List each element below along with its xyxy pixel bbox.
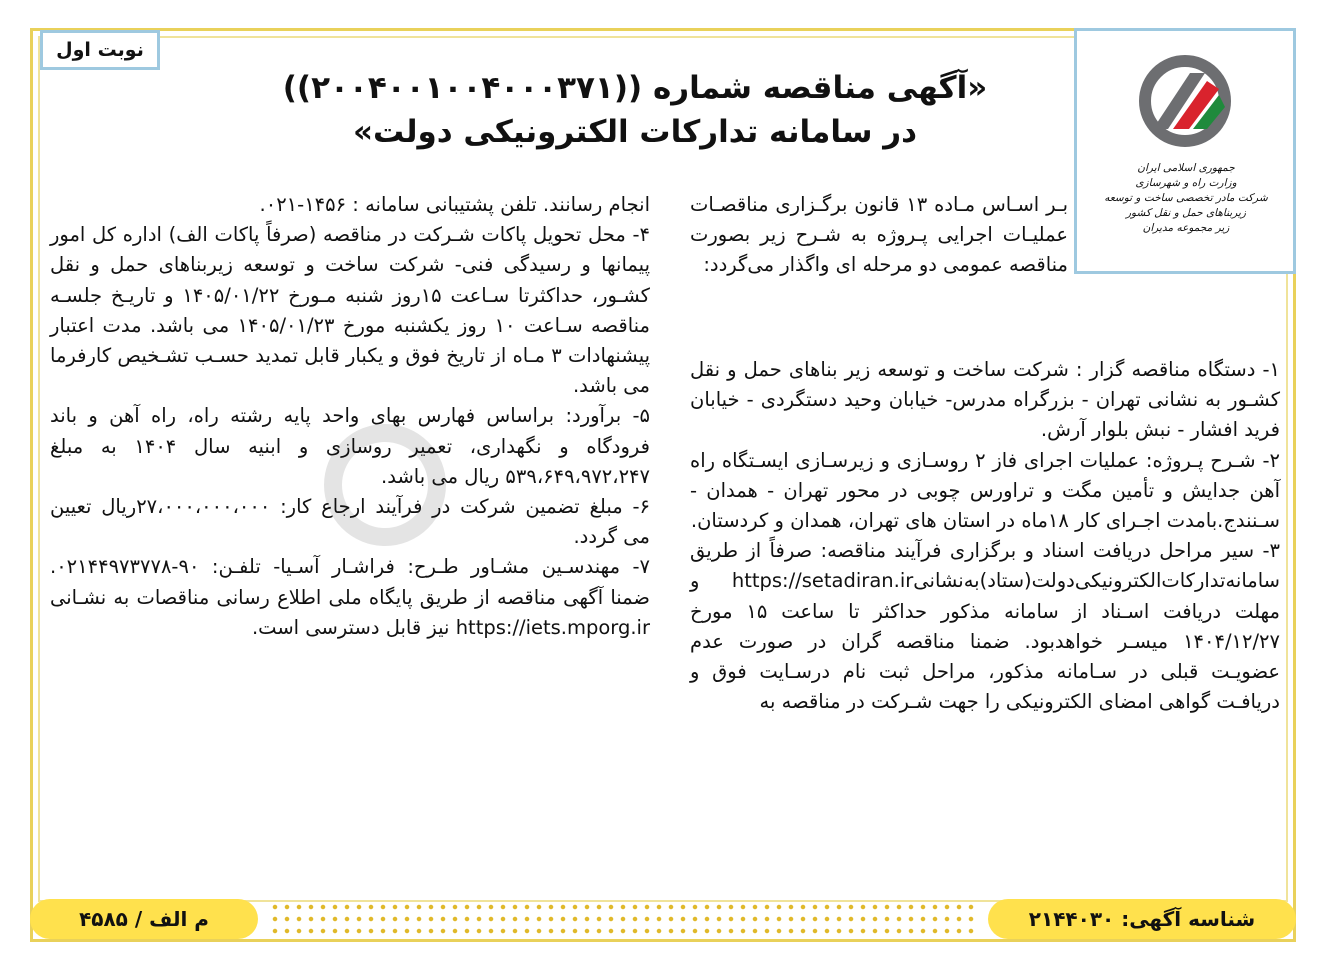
item-3-continued: انجام رسانند. تلفن پشتیبانی سامانه : ۱۴۵۶-۰۲۱. xyxy=(259,193,650,216)
logo-line-1: جمهوری اسلامی ایران xyxy=(1137,162,1235,174)
announcement-title xyxy=(250,66,1020,154)
setad-url-link[interactable]: https://setadiran.ir xyxy=(731,569,914,593)
right-column xyxy=(690,355,1280,717)
item-7-text-b: نیز قابل دسترسی است. xyxy=(251,615,450,639)
item-5: ۵- برآورد: براساس فهارس بهای واحد پایه رشته راه، راه آهن و باند فرودگاه و نگهداری، تعمیر روسازی و ابنیه سال ۱۴۰۴ به مبلغ ۵۳۹،۶۴۹،۹۷۲،۲۴۷ ریال می باشد. xyxy=(50,404,650,488)
logo-line-4: زیر مجموعه مدیران xyxy=(1142,222,1230,234)
logo-box xyxy=(1074,28,1296,274)
footer-bar xyxy=(30,896,1296,942)
title-line-2: در سامانه تدارکات الکترونیکی دولت» xyxy=(352,114,917,150)
dotted-divider xyxy=(266,899,980,939)
logo-caption xyxy=(1083,161,1289,236)
intro-text: بـر اسـاس مـاده ۱۳ قانون برگـزاری مناقصـات عملیـات اجرایی پـروژه به شـرح زیر بصورت مناقصه عمومی دو مرحله ای واگذار می‌گردد: xyxy=(690,193,1068,277)
ministry-logo-icon xyxy=(1135,51,1235,151)
left-column xyxy=(50,190,650,643)
title-line-1: «آگهی مناقصه شماره ((۲۰۰۴۰۰۱۰۰۴۰۰۰۳۷۱)) xyxy=(282,70,988,106)
item-3 xyxy=(690,536,1280,717)
reference-code-badge: م الف / ۴۵۸۵ xyxy=(30,899,258,939)
ad-id-badge: شناسه آگهی: ۲۱۴۴۰۳۰ xyxy=(988,899,1296,939)
round-badge: نوبت اول xyxy=(40,30,160,70)
item-3-text-b: و مهلت دریافت اسـناد از سامانه مذکور حداکثر تا ساعت ۱۵ مورخ ۱۴۰۴/۱۲/۲۷ میسـر خواهدبود. ضمنا مناقصه گران در صورت عدم عضویـت قبلی در سـامانه مذکور، مراحل ثبت نام درسـایت فوق و دریافـت گواهی امضای الکترونیکی را جهت شـرکت در مناقصه به xyxy=(690,569,1280,714)
item-7 xyxy=(50,552,650,643)
item-6: ۶- مبلغ تضمین شرکت در فرآیند ارجاع کار: ۲۷،۰۰۰،۰۰۰،۰۰۰ریال تعیین می گردد. xyxy=(50,495,650,549)
item-4: ۴- محل تحویل پاکات شـرکت در مناقصه (صرفاً پاکات الف) اداره کل امور پیمانها و رسیدگی فنی- شرکت ساخت و توسعه زیربناهای حمل و نقل کشـور، حداکثرتا سـاعت ۱۵روز شنبه مـورخ ۱۴۰۵/۰۱/۲۲ و تاریـخ جلسـه مناقصه سـاعت ۱۰ روز یکشنبه مورخ ۱۴۰۵/۰۱/۲۳ می باشد. مدت اعتبار پیشنهادات ۳ مـاه از تاریخ فوق و یکبار قابل تمدید حسـب تشـخیص کارفرما می باشد. xyxy=(50,223,651,398)
item-2: ۲- شـرح پـروژه: عملیات اجرای فاز ۲ روسـازی و زیرسـازی ایسـتگاه راه آهن جدایش و تأمین مگت و تراورس چوبی در محور تهران - همدان - سـنندج.بامدت اجـرای کار ۱۸ماه در استان های تهران، همدان و کردستان. xyxy=(690,448,1280,533)
logo-line-3: شرکت مادر تخصصی ساخت و توسعه زیربناهای حمل و نقل کشور xyxy=(1104,192,1268,219)
intro-paragraph xyxy=(690,190,1068,281)
item-1: ۱- دستگاه مناقصه گزار : شرکت ساخت و توسعه زیر بناهای حمل و نقل کشـور به نشانی تهران - بزرگراه مدرس- خیابان وحید دستگردی - خیابان فرید افشار - نبش بلوار آرش. xyxy=(690,358,1280,442)
item-3-text-a: ۳- سیر مراحل دریافت اسناد و برگزاری فرآیند مناقصه: صرفاً از طریق سامانه‌تدارکات‌الکترونیکی‌دولت(ستاد)به‌نشانی xyxy=(690,539,1280,593)
iets-url-link[interactable]: https://iets.mporg.ir xyxy=(455,615,650,639)
logo-line-2: وزارت راه و شهرسازی xyxy=(1135,177,1237,189)
item-7-text-a: ۷- مهندسـین مشـاور طـرح: فراشـار آسـیا- تلفـن: ۹۰-۰۲۱۴۴۹۷۳۷۷۸. ضمنا آگهی مناقصه از طریق پایگاه ملی اطلاع رسانی مناقصات به نشـانی xyxy=(50,555,650,609)
